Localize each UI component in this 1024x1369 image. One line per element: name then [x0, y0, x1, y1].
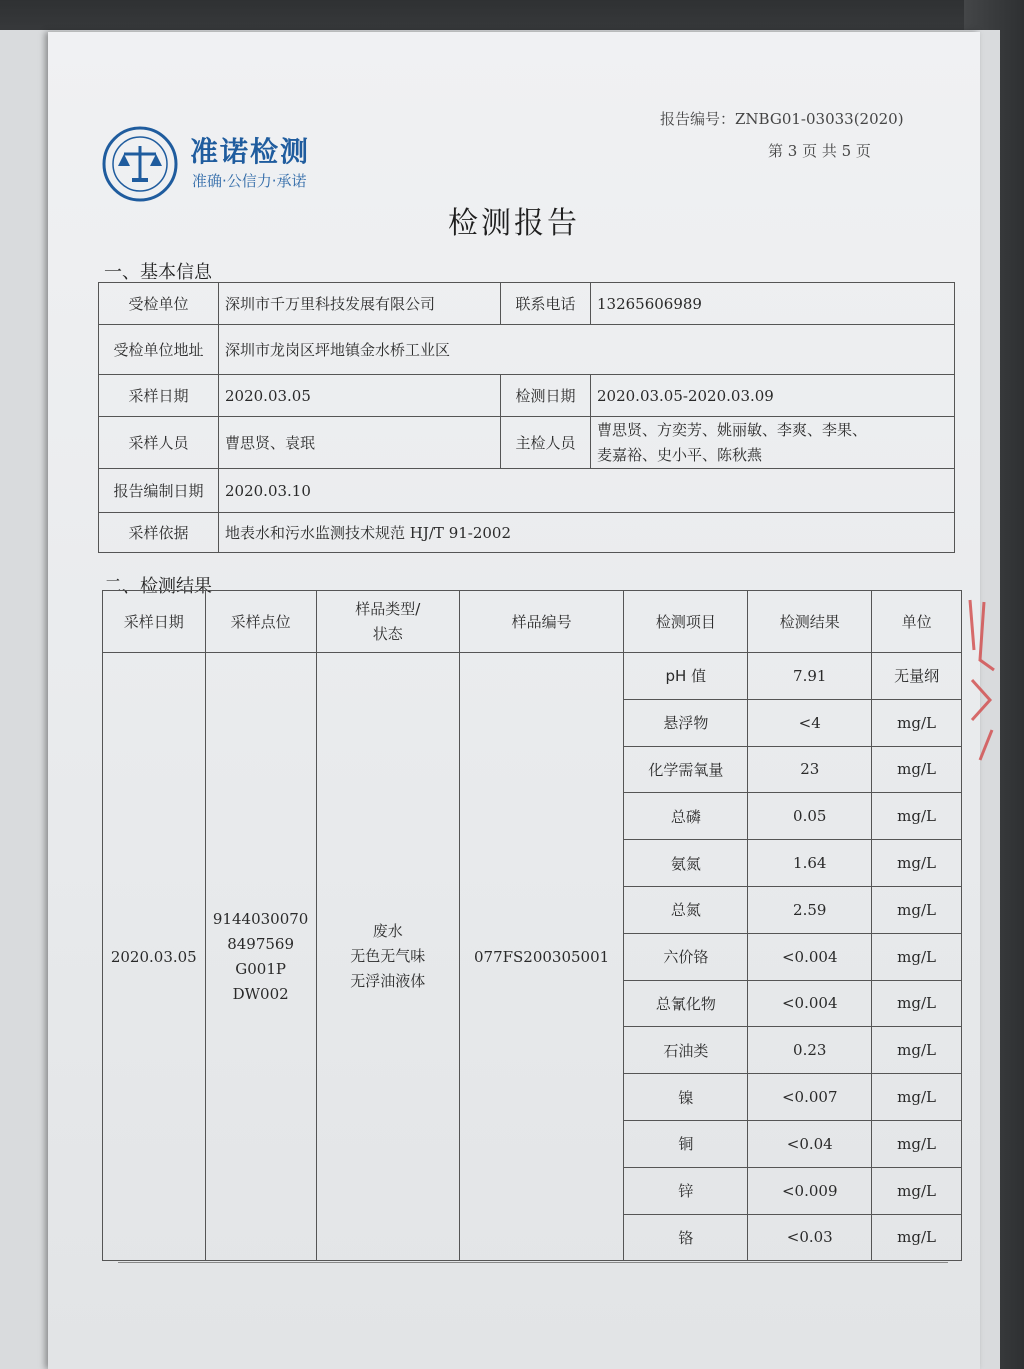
test-item-cell: 铜: [624, 1120, 748, 1167]
stamp-mark-icon: [950, 590, 1010, 770]
test-unit-cell: mg/L: [872, 746, 962, 793]
results-body: [103, 653, 962, 1261]
test-unit-cell: mg/L: [872, 886, 962, 933]
compile-date-value: 2020.03.10: [219, 469, 955, 513]
sampler-value: 曹思贤、袁珉: [219, 417, 501, 469]
phone-label: 联系电话: [501, 283, 591, 325]
address-label: 受检单位地址: [99, 325, 219, 375]
header-test-item: 检测项目: [624, 591, 748, 653]
test-unit-cell: mg/L: [872, 699, 962, 746]
test-result-cell: 7.91: [748, 653, 872, 700]
section-title-results: 二、检测结果: [104, 576, 212, 597]
test-unit-cell: 无量纲: [872, 653, 962, 700]
test-unit-cell: mg/L: [872, 980, 962, 1027]
test-result-cell: <4: [748, 699, 872, 746]
test-unit-cell: mg/L: [872, 1120, 962, 1167]
footer-divider: [118, 1262, 948, 1263]
sample-number-cell: 077FS200305001: [459, 653, 624, 1261]
report-number: 报告编号：ZNBG01-03033(2020): [660, 110, 904, 128]
header-sample-date: 采样日期: [103, 591, 206, 653]
sampler-label: 采样人员: [99, 417, 219, 469]
test-result-cell: <0.004: [748, 933, 872, 980]
scale-seal-icon: [102, 126, 178, 202]
header-test-result: 检测结果: [748, 591, 872, 653]
test-result-cell: <0.03: [748, 1214, 872, 1261]
basic-info-table: [98, 282, 955, 553]
inspector-value: [591, 417, 955, 469]
section-title-basic: 一、基本信息: [104, 262, 212, 283]
sample-point-cell: [205, 653, 316, 1261]
basis-label: 采样依据: [99, 513, 219, 553]
test-result-cell: 1.64: [748, 840, 872, 887]
inspector-line: 曹思贤、方奕芳、姚丽敏、李爽、李果、: [597, 420, 868, 439]
header-sample-type-line: 状态: [372, 624, 403, 643]
header-sample-point: 采样点位: [205, 591, 316, 653]
test-unit-cell: mg/L: [872, 793, 962, 840]
sample-point-cell-line: DW002: [232, 984, 289, 1003]
test-result-cell: <0.009: [748, 1167, 872, 1214]
sample-type-cell-line: 废水: [372, 922, 403, 941]
basis-value: 地表水和污水监测技术规范 HJ/T 91-2002: [219, 513, 955, 553]
header-sample-type-line: 样品类型/: [355, 599, 421, 618]
sample-date-label: 采样日期: [99, 375, 219, 417]
unit-value: 深圳市千万里科技发展有限公司: [219, 283, 501, 325]
sample-date-value: 2020.03.05: [219, 375, 501, 417]
test-unit-cell: mg/L: [872, 933, 962, 980]
test-item-cell: 六价铬: [624, 933, 748, 980]
report-page: [48, 32, 980, 1369]
sample-date-cell: 2020.03.05: [103, 653, 206, 1261]
company-name: 准诺检测: [190, 135, 311, 168]
inspector-label: 主检人员: [501, 417, 591, 469]
test-item-cell: 悬浮物: [624, 699, 748, 746]
sample-point-cell-line: 8497569: [227, 934, 295, 953]
test-item-cell: 镍: [624, 1074, 748, 1121]
test-date-value: 2020.03.05-2020.03.09: [591, 375, 955, 417]
header-unit: 单位: [872, 591, 962, 653]
test-item-cell: 总磷: [624, 793, 748, 840]
test-result-cell: 0.23: [748, 1027, 872, 1074]
address-value: 深圳市龙岗区坪地镇金水桥工业区: [219, 325, 955, 375]
red-seal-stamp-fragment: [950, 590, 1010, 770]
test-result-cell: <0.004: [748, 980, 872, 1027]
inspector-line: 麦嘉裕、史小平、陈秋燕: [597, 445, 763, 464]
sample-point-cell-line: 9144030070: [212, 909, 309, 928]
header-sample-type: [316, 591, 459, 653]
test-item-cell: 化学需氧量: [624, 746, 748, 793]
test-item-cell: 氨氮: [624, 840, 748, 887]
test-result-cell: 23: [748, 746, 872, 793]
phone-value: 13265606989: [591, 283, 955, 325]
test-item-cell: 总氰化物: [624, 980, 748, 1027]
page-number: 第 3 页 共 5 页: [768, 142, 871, 160]
test-result-cell: <0.007: [748, 1074, 872, 1121]
test-item-cell: 石油类: [624, 1027, 748, 1074]
sample-type-cell: [316, 653, 459, 1261]
test-result-cell: 0.05: [748, 793, 872, 840]
test-unit-cell: mg/L: [872, 840, 962, 887]
sample-point-cell-line: G001P: [235, 959, 286, 978]
test-unit-cell: mg/L: [872, 1027, 962, 1074]
test-item-cell: 总氮: [624, 886, 748, 933]
header-sample-number: 样品编号: [459, 591, 624, 653]
compile-date-label: 报告编制日期: [99, 469, 219, 513]
test-unit-cell: mg/L: [872, 1214, 962, 1261]
test-item-cell: 铬: [624, 1214, 748, 1261]
sample-type-cell-line: 无色无气味: [350, 947, 426, 966]
test-unit-cell: mg/L: [872, 1074, 962, 1121]
test-result-cell: <0.04: [748, 1120, 872, 1167]
company-slogan: 准确·公信力·承诺: [192, 172, 307, 190]
unit-label: 受检单位: [99, 283, 219, 325]
test-result-cell: 2.59: [748, 886, 872, 933]
test-date-label: 检测日期: [501, 375, 591, 417]
page-title: 检测报告: [448, 206, 580, 241]
sample-type-cell-line: 无浮油液体: [350, 972, 426, 991]
test-item-cell: pH 值: [624, 653, 748, 700]
results-table: [102, 590, 962, 1261]
test-unit-cell: mg/L: [872, 1167, 962, 1214]
result-row: [103, 653, 962, 700]
test-item-cell: 锌: [624, 1167, 748, 1214]
